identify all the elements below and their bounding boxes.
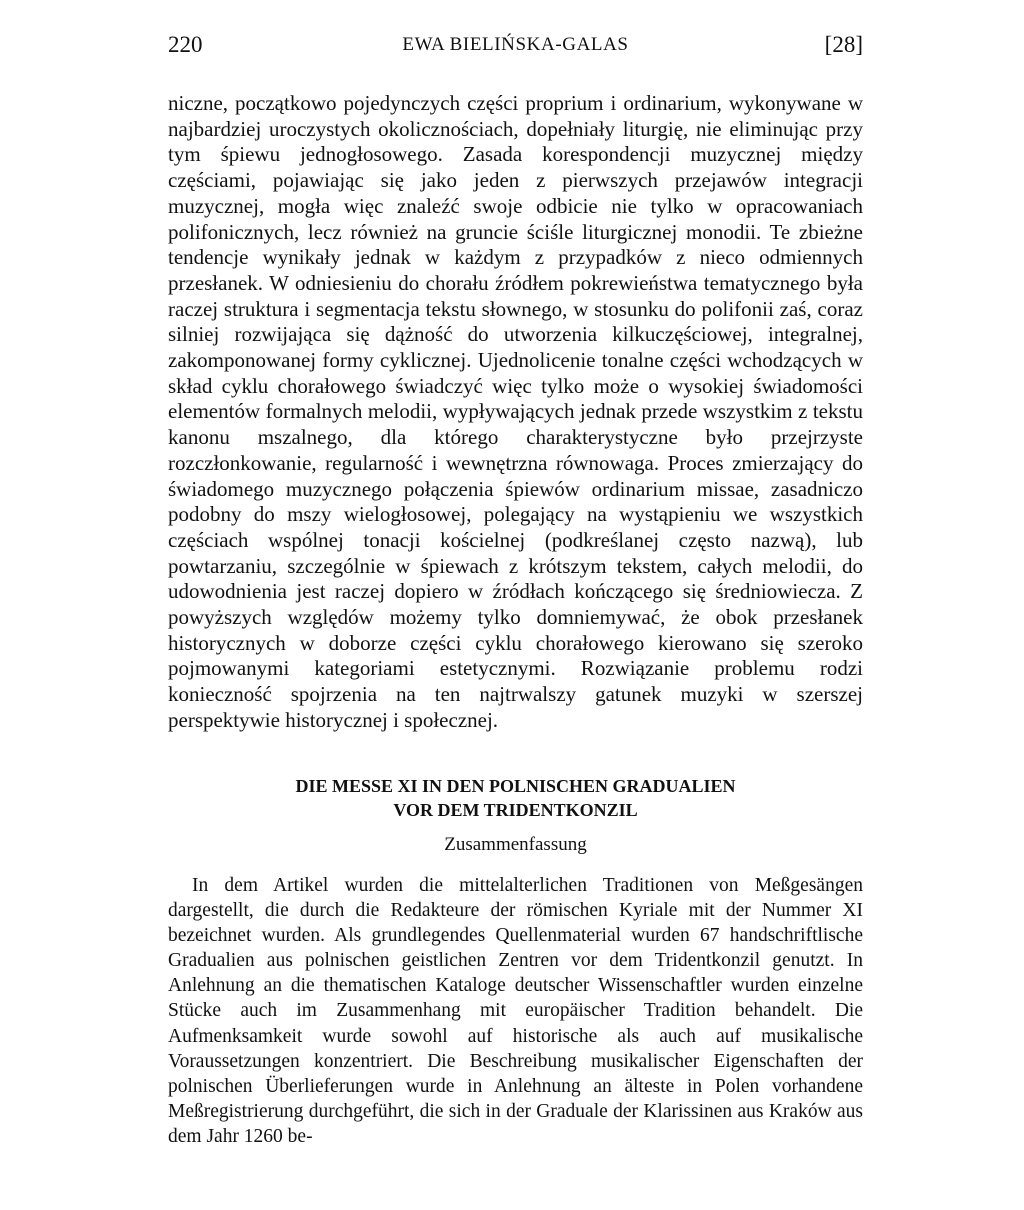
summary-paragraph: In dem Artikel wurden die mittelalterlichen Traditionen von Meßgesängen dargestellt, die durch die Redakteure der römischen Kyriale mit der Nummer XI bezeichnet wurden. Als grundlegendes Quellenmaterial wurden 67 handschriftlische Gradualien aus polnischen geistlichen Zentren vor dem Tridentkonzil genutzt. In Anlehnung an die thematischen Kataloge deutscher Wissenschaftler wurden einzelne Stücke auch im Zusammenhang mit europäischer Tradition behandelt. Die Aufmenksamkeit wurde sowohl auf historische als auch auf musikalische Voraussetzungen konzentriert. Die Beschreibung musikalischer Eigenschaften der polnischen Überlieferungen wurde in Anlehnung an älteste in Polen vorhandene Meßregistrierung durchgeführt, die sich in der Graduale der Klarissinen aus Kraków aus dem Jahr 1260 be- <box>168 875 863 1147</box>
running-head-author: EWA BIELIŃSKA-GALAS <box>402 34 629 55</box>
running-head <box>168 28 863 62</box>
summary-subtitle: Zusammenfassung <box>444 834 587 855</box>
section-number: [28] <box>824 32 863 57</box>
page-number: 220 <box>168 32 203 57</box>
main-text <box>168 91 863 734</box>
main-paragraph: niczne, początkowo pojedynczych części proprium i ordinarium, wykonywane w najbardziej uroczystych okolicznościach, dopełniały liturgię, nie eliminując przy tym śpiewu jednogłosowego. Zasada korespondencji muzycznej między częściami, pojawiając się jako jeden z pierwszych przejawów integracji muzycznej, mogła więc znaleźć swoje odbicie nie tylko w opracowaniach polifonicznych, lecz również na gruncie ściśle liturgicznej monodii. Te zbieżne tendencje wynikały jednak w każdym z przypadków z nieco odmiennych przesłanek. W odniesieniu do chorału źródłem pokrewieństwa tematycznego była raczej struktura i segmentacja tekstu słownego, w stosunku do polifonii zaś, coraz silniej rozwijająca się dążność do utworzenia kilkuczęściowej, integralnej, zakomponowanej formy cyklicznej. Ujednolicenie tonalne części wchodzących w skład cyklu chorałowego świadczyć więc tylko może o wysokiej świadomości elementów formalnych melodii, wypływających jednak przede wszystkim z tekstu kanonu mszalnego, dla którego charakterystyczne było przejrzyste rozczłonkowanie, regularność i wewnętrzna równowaga. Proces zmierzający do świadomego muzycznego połączenia śpiewów ordinarium missae, zasadniczo podobny do mszy wielogłosowej, polegający na wystąpieniu we wszystkich częściach wspólnej tonacji kościelnej (podkreślanej często nazwą), lub powtarzaniu, szczególnie w śpiewach z krótszym tekstem, całych melodii, do udowodnienia jest raczej dopiero w źródłach kończącego się średniowiecza. Z powyższych względów możemy tylko domniemywać, że obok przesłanek historycznych w doborze części cyklu chorałowego kierowano się szeroko pojmowanymi kategoriami estetycznymi. Rozwiązanie problemu rodzi konieczność spojrzenia na ten najtrwalszy gatunek muzyki w szerszej perspektywie historycznej i społecznej. <box>168 91 863 732</box>
summary-title <box>168 774 863 822</box>
summary-title-line-1: DIE MESSE XI IN DEN POLNISCHEN GRADUALIEN <box>295 776 736 796</box>
summary-title-line-2: VOR DEM TRIDENTKONZIL <box>393 800 638 820</box>
summary-text <box>168 873 863 1149</box>
